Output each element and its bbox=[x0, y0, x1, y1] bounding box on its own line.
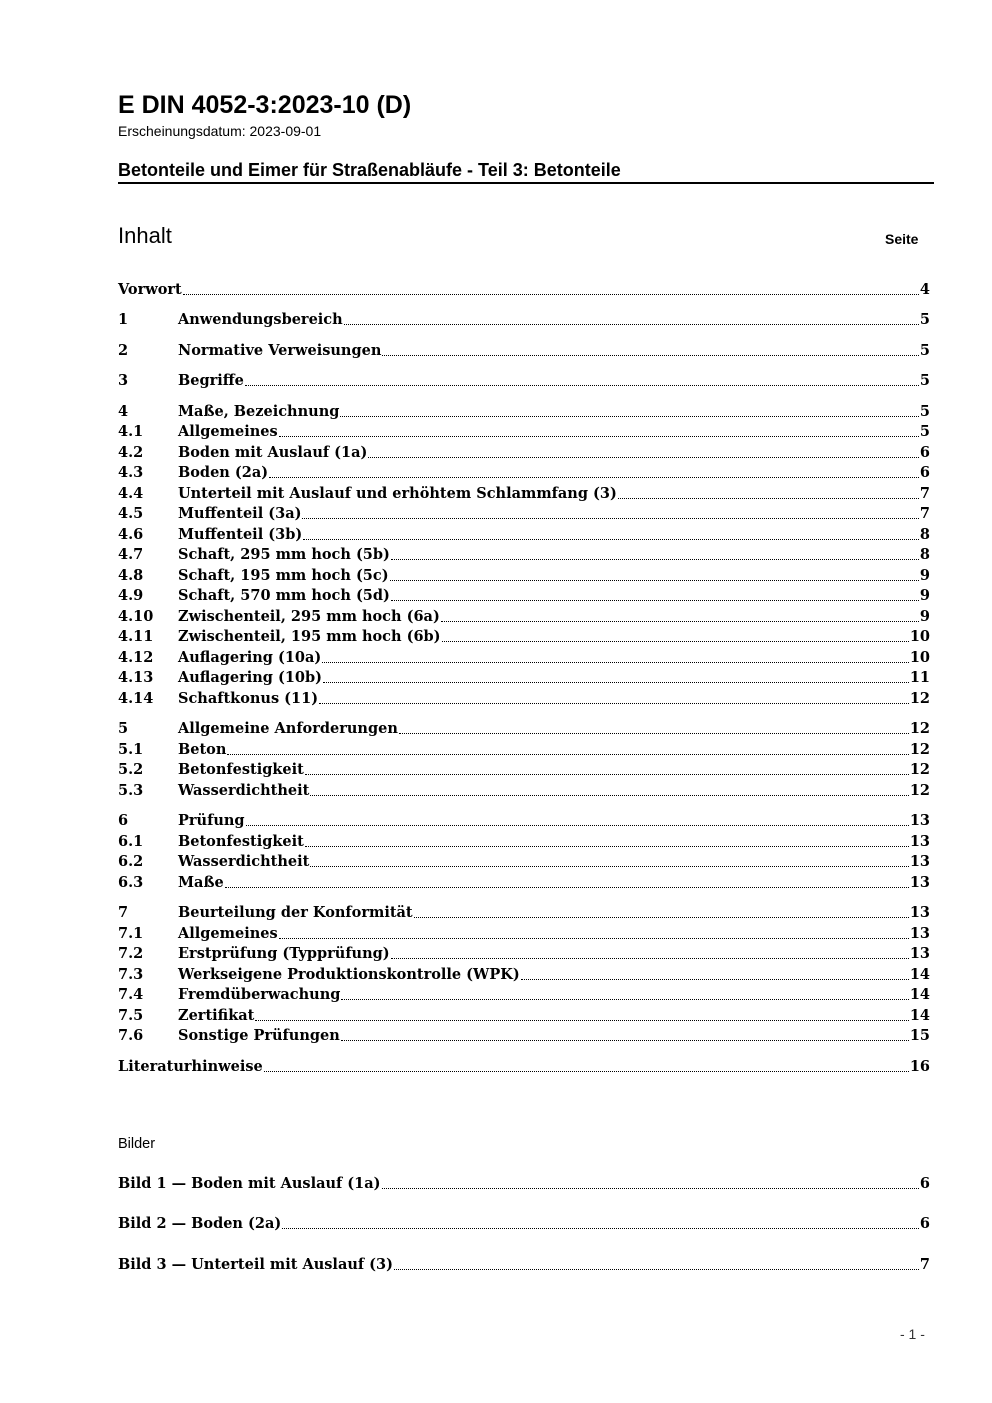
dot-leader bbox=[391, 558, 919, 560]
dot-leader bbox=[441, 620, 919, 622]
toc-entry-page: 6 bbox=[919, 464, 930, 481]
toc-entry[interactable] bbox=[118, 586, 930, 606]
toc-entry-text: Zertifikat bbox=[178, 1007, 255, 1024]
dot-leader bbox=[521, 978, 909, 980]
dot-leader bbox=[225, 886, 909, 888]
dot-leader bbox=[391, 599, 919, 601]
toc-entry-number: 4.13 bbox=[118, 669, 154, 686]
toc-entry-text: Betonfestigkeit bbox=[178, 761, 304, 778]
dot-leader bbox=[322, 661, 909, 663]
toc-entry[interactable] bbox=[118, 873, 930, 893]
toc-entry-number: 6.3 bbox=[118, 874, 144, 891]
toc-entry-text: Anwendungsbereich bbox=[178, 311, 343, 328]
toc-entry-text: Schaftkonus (11) bbox=[178, 690, 319, 707]
toc-entry-page: 5 bbox=[919, 342, 930, 359]
toc-entry-page: 10 bbox=[909, 649, 930, 666]
toc-entry[interactable] bbox=[118, 832, 930, 852]
toc-entry-text: Fremdüberwachung bbox=[178, 986, 341, 1003]
toc-entry-number: 5.3 bbox=[118, 782, 144, 799]
toc-entry-bibliography[interactable] bbox=[118, 1057, 930, 1077]
toc-entry-page: 8 bbox=[919, 526, 930, 543]
toc-entry-number: 5.2 bbox=[118, 761, 144, 778]
toc-entry[interactable] bbox=[118, 985, 930, 1005]
toc-entry-text: Sonstige Prüfungen bbox=[178, 1027, 340, 1044]
dot-leader bbox=[279, 937, 909, 939]
toc-entry[interactable] bbox=[118, 924, 930, 944]
toc-entry-page: 5 bbox=[919, 403, 930, 420]
toc-entry-text: Zwischenteil, 195 mm hoch (6b) bbox=[178, 628, 441, 645]
toc-entry[interactable] bbox=[118, 668, 930, 688]
toc-entry-number: 4.12 bbox=[118, 649, 154, 666]
toc-entry[interactable] bbox=[118, 903, 930, 923]
dot-leader bbox=[344, 323, 919, 325]
figure-entry[interactable] bbox=[118, 1214, 930, 1234]
toc-entry-page: 9 bbox=[919, 587, 930, 604]
toc-entry-number: 4 bbox=[118, 403, 129, 420]
toc-entry-text: Begriffe bbox=[178, 372, 244, 389]
toc-entry[interactable] bbox=[118, 811, 930, 831]
toc-entry-text: Werkseigene Produktionskontrolle (WPK) bbox=[178, 966, 520, 983]
toc-entry[interactable] bbox=[118, 484, 930, 504]
dot-leader bbox=[382, 1187, 919, 1189]
toc-entry-number: 4.11 bbox=[118, 628, 154, 645]
toc-entry-text: Schaft, 570 mm hoch (5d) bbox=[178, 587, 390, 604]
publication-date: Erscheinungsdatum: 2023-09-01 bbox=[118, 123, 322, 139]
toc-entry-number: 4.9 bbox=[118, 587, 144, 604]
toc-entry-page: 5 bbox=[919, 372, 930, 389]
toc-entry-number: 6.1 bbox=[118, 833, 144, 850]
toc-entry-number: 7.5 bbox=[118, 1007, 144, 1024]
title-rule bbox=[118, 182, 934, 184]
figure-entry[interactable] bbox=[118, 1174, 930, 1194]
toc-entry-page: 11 bbox=[909, 669, 930, 686]
toc-entry-page: 7 bbox=[919, 485, 930, 502]
toc-entry-text: Maße bbox=[178, 874, 224, 891]
toc-entry[interactable] bbox=[118, 607, 930, 627]
dot-leader bbox=[390, 579, 919, 581]
toc-entry-page: 10 bbox=[909, 628, 930, 645]
dot-leader bbox=[269, 476, 919, 478]
toc-entry-number: 3 bbox=[118, 372, 129, 389]
dot-leader bbox=[310, 865, 909, 867]
toc-entry-number: 4.4 bbox=[118, 485, 144, 502]
dot-leader bbox=[279, 435, 919, 437]
dot-leader bbox=[255, 1019, 908, 1021]
toc-entry-text: Allgemeines bbox=[178, 925, 278, 942]
dot-leader bbox=[399, 732, 909, 734]
toc-entry-text: Erstprüfung (Typprüfung) bbox=[178, 945, 390, 962]
toc-entry-page: 13 bbox=[909, 904, 930, 921]
toc-entry-number: 2 bbox=[118, 342, 129, 359]
toc-entry-text: Maße, Bezeichnung bbox=[178, 403, 340, 420]
toc-entry[interactable] bbox=[118, 341, 930, 361]
dot-leader bbox=[305, 845, 909, 847]
toc-entry[interactable] bbox=[118, 422, 930, 442]
toc-entry-page: 9 bbox=[919, 567, 930, 584]
toc-entry-number: 4.6 bbox=[118, 526, 144, 543]
toc-entry[interactable] bbox=[118, 719, 930, 739]
toc-entry-text: Literaturhinweise bbox=[118, 1058, 263, 1075]
toc-entry[interactable] bbox=[118, 1006, 930, 1026]
figure-entry-text: Bild 2 — Boden (2a) bbox=[118, 1215, 282, 1232]
toc-entry-number: 4.5 bbox=[118, 505, 144, 522]
toc-entry-number: 5.1 bbox=[118, 741, 144, 758]
toc-entry-text: Normative Verweisungen bbox=[178, 342, 382, 359]
toc-entry-page: 13 bbox=[909, 812, 930, 829]
toc-entry-text: Schaft, 295 mm hoch (5b) bbox=[178, 546, 390, 563]
toc-entry-page: 12 bbox=[909, 761, 930, 778]
toc-entry-text: Auflagering (10a) bbox=[178, 649, 322, 666]
toc-entry-foreword[interactable] bbox=[118, 280, 930, 300]
toc-entry[interactable] bbox=[118, 781, 930, 801]
dot-leader bbox=[282, 1227, 919, 1229]
toc-entry-page: 13 bbox=[909, 874, 930, 891]
dot-leader bbox=[368, 456, 919, 458]
toc-entry-text: Prüfung bbox=[178, 812, 245, 829]
dot-leader bbox=[394, 1268, 919, 1270]
toc-entry-text: Wasserdichtheit bbox=[178, 853, 310, 870]
toc-entry-text: Boden (2a) bbox=[178, 464, 269, 481]
toc-entry-text: Boden mit Auslauf (1a) bbox=[178, 444, 368, 461]
dot-leader bbox=[319, 702, 909, 704]
toc-entry-number: 4.3 bbox=[118, 464, 144, 481]
toc-entry-number: 4.14 bbox=[118, 690, 154, 707]
figure-entry-text: Bild 3 — Unterteil mit Auslauf (3) bbox=[118, 1256, 393, 1273]
toc-entry-page: 5 bbox=[919, 423, 930, 440]
toc-entry-text: Unterteil mit Auslauf und erhöhtem Schlammfang (3) bbox=[178, 485, 617, 502]
figure-entry-page: 7 bbox=[919, 1256, 930, 1273]
toc-entry[interactable] bbox=[118, 627, 930, 647]
toc-entry-number: 4.1 bbox=[118, 423, 144, 440]
toc-entry-page: 9 bbox=[919, 608, 930, 625]
toc-entry-text: Wasserdichtheit bbox=[178, 782, 310, 799]
dot-leader bbox=[414, 916, 909, 918]
toc-entry-number: 4.8 bbox=[118, 567, 144, 584]
dot-leader bbox=[341, 1039, 909, 1041]
toc-entry[interactable] bbox=[118, 463, 930, 483]
toc-entry-page: 4 bbox=[919, 281, 930, 298]
page-number: - 1 - bbox=[900, 1326, 925, 1342]
dot-leader bbox=[340, 415, 919, 417]
document-title: Betonteile und Eimer für Straßenabläufe - Teil 3: Betonteile bbox=[118, 160, 621, 180]
toc-entry-text: Beton bbox=[178, 741, 227, 758]
toc-entry[interactable] bbox=[118, 944, 930, 964]
figures-heading: Bilder bbox=[118, 1136, 156, 1152]
toc-entry-text: Muffenteil (3a) bbox=[178, 505, 302, 522]
dot-leader bbox=[442, 640, 909, 642]
toc-entry-page: 13 bbox=[909, 853, 930, 870]
toc-entry-number: 5 bbox=[118, 720, 129, 737]
toc-entry-number: 7.2 bbox=[118, 945, 144, 962]
toc-entry[interactable] bbox=[118, 740, 930, 760]
toc-entry[interactable] bbox=[118, 965, 930, 985]
dot-leader bbox=[227, 753, 908, 755]
toc-entry-number: 4.7 bbox=[118, 546, 144, 563]
toc-entry-number: 7.1 bbox=[118, 925, 144, 942]
toc-entry-text: Schaft, 195 mm hoch (5c) bbox=[178, 567, 389, 584]
toc-heading: Inhalt bbox=[118, 223, 172, 248]
toc-entry-number: 6.2 bbox=[118, 853, 144, 870]
toc-entry-number: 1 bbox=[118, 311, 129, 328]
toc-entry-page: 12 bbox=[909, 720, 930, 737]
figure-entry[interactable] bbox=[118, 1255, 930, 1275]
page-column-label: Seite bbox=[885, 231, 919, 247]
toc-entry[interactable] bbox=[118, 760, 930, 780]
toc-entry[interactable] bbox=[118, 371, 930, 391]
dot-leader bbox=[245, 384, 919, 386]
toc-entry-number: 7.6 bbox=[118, 1027, 144, 1044]
figure-entry-page: 6 bbox=[919, 1215, 930, 1232]
toc-entry-page: 7 bbox=[919, 505, 930, 522]
toc-entry-page: 6 bbox=[919, 444, 930, 461]
toc-entry-text: Allgemeine Anforderungen bbox=[178, 720, 398, 737]
toc-entry[interactable] bbox=[118, 443, 930, 463]
toc-entry-number: 4.10 bbox=[118, 608, 154, 625]
dot-leader bbox=[303, 538, 919, 540]
toc-entry-page: 13 bbox=[909, 945, 930, 962]
toc-entry-text: Auflagering (10b) bbox=[178, 669, 323, 686]
toc-entry-text: Zwischenteil, 295 mm hoch (6a) bbox=[178, 608, 440, 625]
dot-leader bbox=[382, 354, 919, 356]
toc-entry-page: 12 bbox=[909, 782, 930, 799]
toc-entry-page: 12 bbox=[909, 741, 930, 758]
toc-entry-number: 6 bbox=[118, 812, 129, 829]
dot-leader bbox=[183, 293, 919, 295]
toc-entry-number: 4.2 bbox=[118, 444, 144, 461]
toc-entry-number: 7 bbox=[118, 904, 129, 921]
toc-entry[interactable] bbox=[118, 402, 930, 422]
dot-leader bbox=[310, 794, 909, 796]
toc-entry[interactable] bbox=[118, 1026, 930, 1046]
figure-entry-text: Bild 1 — Boden mit Auslauf (1a) bbox=[118, 1175, 381, 1192]
toc-entry-text: Muffenteil (3b) bbox=[178, 526, 303, 543]
toc-entry[interactable] bbox=[118, 689, 930, 709]
document-id: E DIN 4052-3:2023-10 (D) bbox=[118, 91, 412, 119]
dot-leader bbox=[302, 517, 918, 519]
toc-entry-page: 14 bbox=[909, 986, 930, 1003]
dot-leader bbox=[305, 773, 909, 775]
toc-entry-page: 13 bbox=[909, 925, 930, 942]
toc-entry-text: Vorwort bbox=[118, 281, 182, 298]
toc-entry-page: 14 bbox=[909, 1007, 930, 1024]
toc-entry-page: 16 bbox=[909, 1058, 930, 1075]
toc-entry-text: Betonfestigkeit bbox=[178, 833, 304, 850]
toc-entry[interactable] bbox=[118, 525, 930, 545]
toc-entry-page: 13 bbox=[909, 833, 930, 850]
toc-entry-text: Beurteilung der Konformität bbox=[178, 904, 413, 921]
toc-entry-page: 14 bbox=[909, 966, 930, 983]
dot-leader bbox=[391, 957, 909, 959]
toc-entry[interactable] bbox=[118, 566, 930, 586]
dot-leader bbox=[246, 824, 909, 826]
dot-leader bbox=[323, 681, 909, 683]
dot-leader bbox=[618, 497, 919, 499]
toc-entry-page: 8 bbox=[919, 546, 930, 563]
toc-entry-page: 5 bbox=[919, 311, 930, 328]
toc-entry-text: Allgemeines bbox=[178, 423, 278, 440]
toc-entry[interactable] bbox=[118, 504, 930, 524]
toc-entry[interactable] bbox=[118, 310, 930, 330]
toc-entry-page: 12 bbox=[909, 690, 930, 707]
toc-entry[interactable] bbox=[118, 852, 930, 872]
toc-entry[interactable] bbox=[118, 545, 930, 565]
dot-leader bbox=[264, 1070, 909, 1072]
toc-entry[interactable] bbox=[118, 648, 930, 668]
toc-entry-number: 7.3 bbox=[118, 966, 144, 983]
toc-entry-number: 7.4 bbox=[118, 986, 144, 1003]
dot-leader bbox=[341, 998, 908, 1000]
figure-entry-page: 6 bbox=[919, 1175, 930, 1192]
toc-entry-page: 15 bbox=[909, 1027, 930, 1044]
